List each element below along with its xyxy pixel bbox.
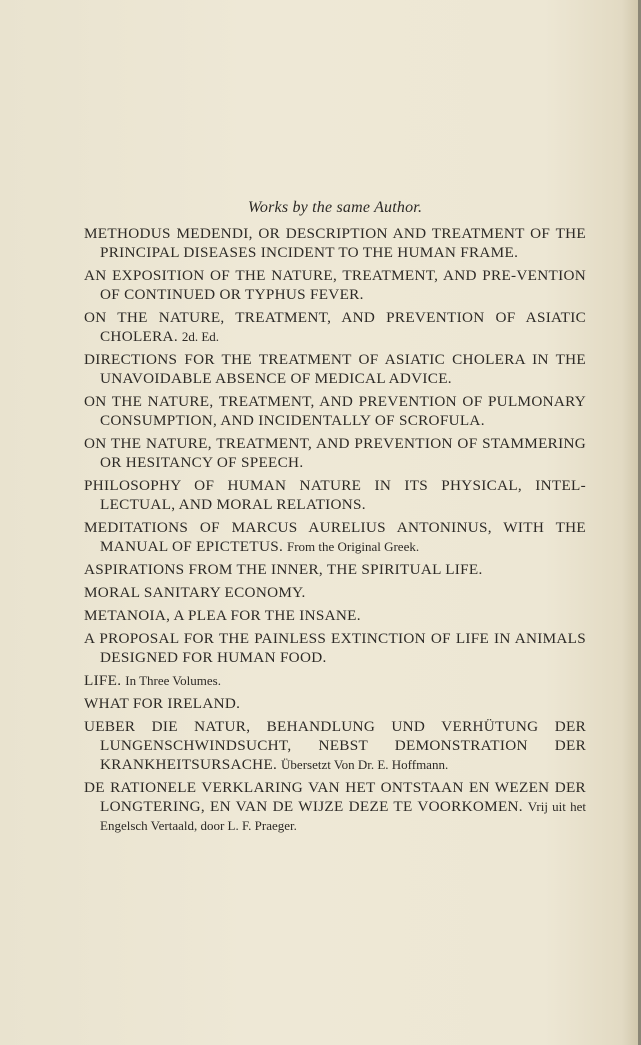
entry-title: DIRECTIONS FOR THE TREATMENT OF ASIATIC CHOLERA IN THE UNAVOIDABLE ABSENCE OF MEDICAL ADVICE. <box>84 351 586 387</box>
entry-title: MEDITATIONS OF MARCUS AURELIUS ANTONINUS, WITH THE MANUAL OF EPICTETUS. <box>84 519 586 555</box>
entry-title: METHODUS MEDENDI, OR DESCRIPTION AND TREATMENT OF THE PRINCIPAL DISEASES INCIDENT TO THE HUMAN FRAME. <box>84 225 586 261</box>
list-item <box>84 629 586 667</box>
entry-title: METANOIA, A PLEA FOR THE INSANE. <box>84 607 361 624</box>
list-item <box>84 560 586 579</box>
entry-title: A PROPOSAL FOR THE PAINLESS EXTINCTION OF LIFE IN ANIMALS DESIGNED FOR HUMAN FOOD. <box>84 630 586 666</box>
entry-title: AN EXPOSITION OF THE NATURE, TREATMENT, AND PRE-VENTION OF CONTINUED OR TYPHUS FEVER. <box>84 267 586 303</box>
entry-note: Übersetzt Von Dr. E. Hoffmann. <box>281 757 449 772</box>
list-item <box>84 308 586 346</box>
entry-title: ON THE NATURE, TREATMENT, AND PREVENTION OF PULMONARY CONSUMPTION, AND INCIDENTALLY OF SCROFULA. <box>84 393 586 429</box>
entry-title: PHILOSOPHY OF HUMAN NATURE IN ITS PHYSICAL, INTEL-LECTUAL, AND MORAL RELATIONS. <box>84 477 586 513</box>
list-item <box>84 778 586 835</box>
entry-title: UEBER DIE NATUR, BEHANDLUNG UND VERHÜTUNG DER LUNGENSCHWINDSUCHT, NEBST DEMONSTRATION DER KRANKHEITSURSACHE. <box>84 718 586 773</box>
list-item <box>84 434 586 472</box>
list-item <box>84 266 586 304</box>
list-item <box>84 694 586 713</box>
list-item <box>84 717 586 774</box>
list-item <box>84 583 586 602</box>
entry-note: In Three Volumes. <box>125 673 221 688</box>
entry-note: Vrij uit het Engelsch Vertaald, door L. F. Praeger. <box>100 799 586 833</box>
entry-title: DE RATIONELE VERKLARING VAN HET ONTSTAAN EN WEZEN DER LONGTERING, EN VAN DE WIJZE DEZE TE VOORKOMEN. <box>84 779 586 815</box>
entry-title: ASPIRATIONS FROM THE INNER, THE SPIRITUAL LIFE. <box>84 561 483 578</box>
entry-title: MORAL SANITARY ECONOMY. <box>84 584 306 601</box>
list-item <box>84 224 586 262</box>
entry-title: ON THE NATURE, TREATMENT, AND PREVENTION OF ASIATIC CHOLERA. <box>84 309 586 345</box>
list-item <box>84 476 586 514</box>
works-list <box>84 198 586 839</box>
entry-note: 2d. Ed. <box>181 329 220 344</box>
list-item <box>84 671 586 690</box>
list-item <box>84 606 586 625</box>
entry-note: From the Original Greek. <box>286 539 420 554</box>
list-item <box>84 350 586 388</box>
entry-title: ON THE NATURE, TREATMENT, AND PREVENTION OF STAMMERING OR HESITANCY OF SPEECH. <box>84 435 586 471</box>
entry-title: LIFE. <box>84 672 122 689</box>
list-item <box>84 392 586 430</box>
page-heading: Works by the same Author. <box>247 199 423 216</box>
list-item <box>84 518 586 556</box>
entry-title: WHAT FOR IRELAND. <box>84 695 241 712</box>
